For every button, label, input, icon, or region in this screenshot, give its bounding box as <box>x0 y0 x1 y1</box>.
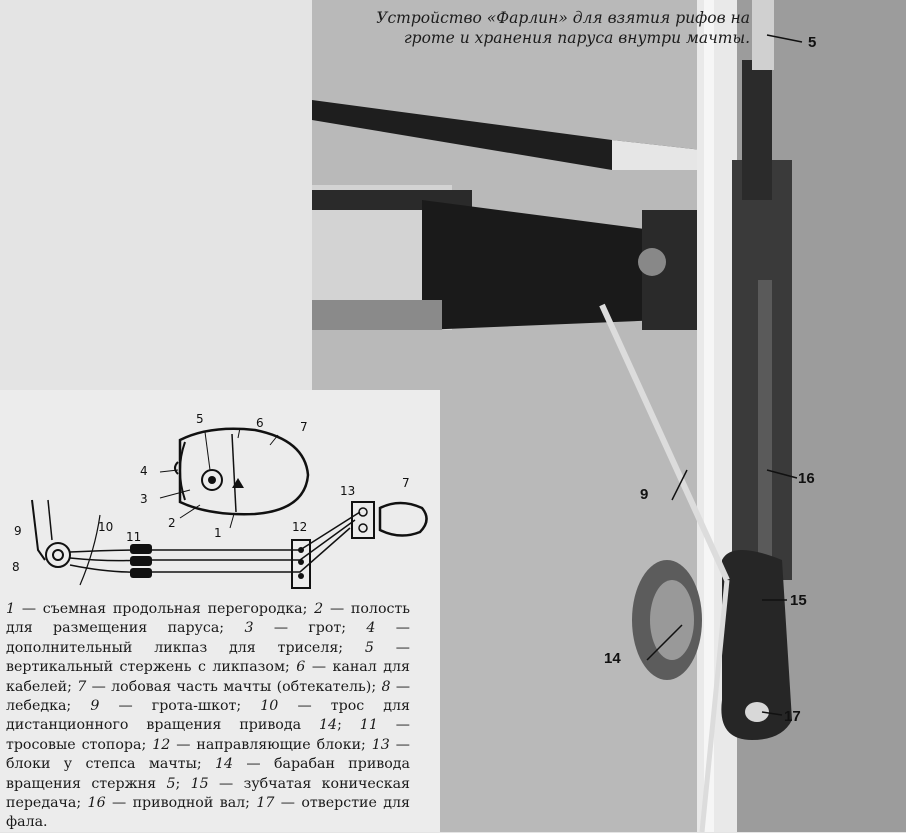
photo-label-15: 15 <box>790 592 807 609</box>
diagram-label-7a: 7 <box>300 420 308 434</box>
photo-label-16: 16 <box>798 470 815 487</box>
diagram-label-4: 4 <box>140 464 148 478</box>
diagram-label-8: 8 <box>12 560 20 574</box>
schematic-drawing <box>0 390 440 600</box>
photo-label-5: 5 <box>808 34 817 51</box>
diagram-label-2: 2 <box>168 516 176 530</box>
diagram-label-13: 13 <box>340 484 356 498</box>
caption-line-2: гроте и хранения паруса внутри мачты. <box>403 29 750 47</box>
photo-label-17: 17 <box>784 708 801 725</box>
diagram-label-3: 3 <box>140 492 148 506</box>
diagram-label-9: 9 <box>14 524 22 538</box>
diagram-label-11: 11 <box>126 530 142 544</box>
photo-label-9: 9 <box>640 486 649 503</box>
diagram-label-5: 5 <box>196 412 204 426</box>
photo-label-14: 14 <box>604 650 621 667</box>
diagram-label-7b: 7 <box>402 476 410 490</box>
figure-legend: 1 — съемная продольная перегородка; 2 — полость для размещения паруса; 3 — грот; 4 — дополнительный ликпаз для триселя; 5 — вертикальный стержень с ликпазом; 6 — канал для кабелей; 7 — лобовая часть мачты (обтекатель); 8 — лебедка; 9 — грота-шкот; 10 — трос для дистанционного вращения привода 14; 11 — тросовые стопора; 12 — направляющие блоки; 13 — блоки у степса мачты; 14 — барабан привода вращения стержня 5; 15 — зубчатая коническая передача; 16 — приводной вал; 17 — отверстие для фала. <box>6 601 411 831</box>
diagram-label-10: 10 <box>98 520 114 534</box>
figure-caption <box>340 8 750 48</box>
diagram-label-12: 12 <box>292 520 308 534</box>
caption-line-1: Устройство «Фарлин» для взятия рифов на <box>376 9 750 27</box>
diagram-label-6: 6 <box>256 416 264 430</box>
diagram-label-1: 1 <box>214 526 222 540</box>
